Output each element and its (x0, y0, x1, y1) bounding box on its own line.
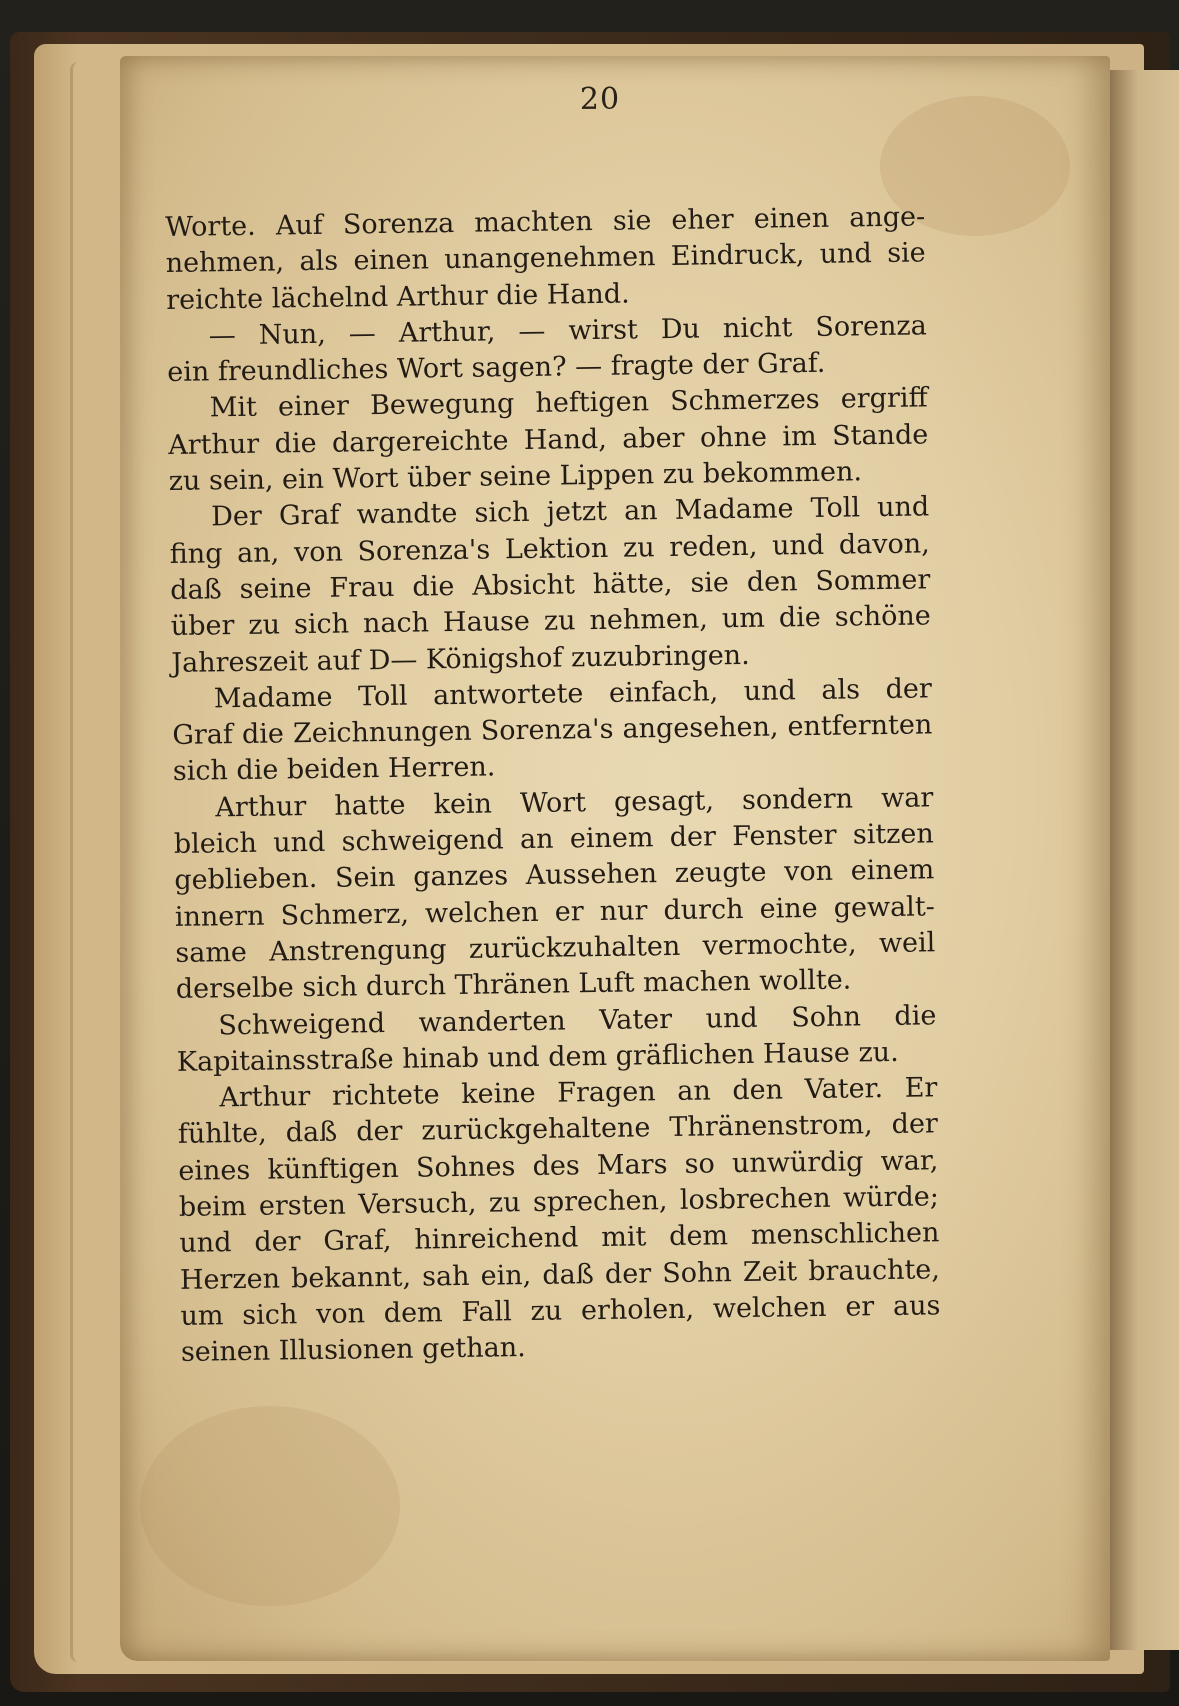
text-line: daß seine Frau die Absicht hätte, sie den Sommer (170, 564, 931, 606)
text-line: Jahreszeit auf D— Königshof zuzubringen. (171, 639, 750, 679)
text-line: Worte. Auf Sorenza machten sie eher einen ange- (165, 201, 926, 243)
text-line: seinen Illusionen gethan. (180, 1332, 526, 1369)
page-text (165, 199, 941, 1371)
text-line: fing an, von Sorenza's Lektion zu reden, und davon, (169, 528, 930, 570)
text-line: Mit einer Bewegung heftigen Schmerzes ergriff (209, 382, 928, 424)
facing-page-edge (1110, 70, 1179, 1650)
text-line: über zu sich nach Hause zu nehmen, um die schöne (170, 600, 931, 643)
text-line: geblieben. Sein ganzes Aussehen zeugte von einem (174, 854, 935, 897)
text-line: Arthur richtete keine Fragen an den Vater. Er (219, 1072, 938, 1114)
text-line: Schweigend wanderten Vater und Sohn die (218, 999, 937, 1041)
text-line: Graf die Zeichnungen Sorenza's angesehen, entfernten (172, 709, 933, 752)
text-line: same Anstrengung zurückzuhalten vermochte, weil (175, 927, 936, 969)
text-line: bleich und schweigend an einem der Fenster sitzen (173, 818, 935, 860)
text-line: Herzen bekannt, sah ein, daß der Sohn Zeit brauchte, (179, 1253, 941, 1296)
page-number: 20 (579, 82, 621, 117)
text-line: zu sein, ein Wort über seine Lippen zu bekommen. (168, 456, 863, 498)
text-line: Kapitainsstraße hinab und dem gräflichen Hause zu. (176, 1036, 899, 1078)
paper-stain (140, 1406, 400, 1606)
text-line: derselbe sich durch Thränen Luft machen wollte. (175, 964, 852, 1006)
text-line: nehmen, als einen unangenehmen Eindruck, und sie (165, 237, 926, 280)
text-line: innern Schmerz, welchen er nur durch eine gewalt- (174, 890, 936, 933)
text-line: und der Graf, hinreichend mit dem menschlichen (179, 1217, 940, 1260)
text-line: Arthur hatte kein Wort gesagt, sondern war (215, 782, 934, 824)
text-line: ein freundliches Wort sagen? — fragte der Graf. (167, 347, 826, 389)
text-line: sich die beiden Herren. (172, 751, 496, 788)
text-line: Madame Toll antwortete einfach, und als der (213, 673, 932, 715)
text-line: eines künftigen Sohnes des Mars so unwürdig war, (178, 1145, 939, 1187)
text-line: beim ersten Versuch, zu sprechen, losbrechen würde; (178, 1181, 940, 1223)
text-line: reichte lächelnd Arthur die Hand. (166, 278, 630, 316)
text-line: Arthur die dargereichte Hand, aber ohne im Stande (168, 419, 929, 461)
text-line: Der Graf wandte sich jetzt an Madame Toll und (211, 491, 930, 533)
text-line: fühlte, daß der zurückgehaltene Thränenstrom, der (177, 1108, 939, 1151)
text-line: um sich von dem Fall zu erholen, welchen er aus (180, 1290, 941, 1332)
text-line: — Nun, — Arthur, — wirst Du nicht Sorenza (208, 310, 927, 352)
